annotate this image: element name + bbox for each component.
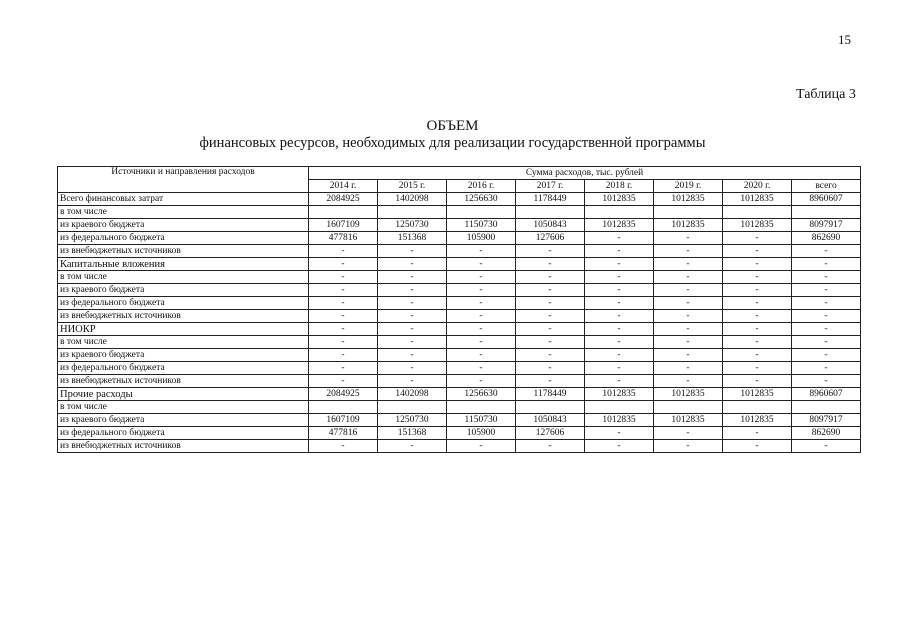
value-cell: -	[654, 271, 723, 284]
row-label: из федерального бюджета	[58, 232, 309, 245]
page-number: 15	[838, 32, 851, 47]
row-label: Капитальные вложения	[58, 258, 309, 271]
value-cell: -	[447, 271, 516, 284]
value-cell: -	[447, 440, 516, 453]
table-body	[58, 193, 861, 453]
value-cell: -	[309, 258, 378, 271]
table-row	[58, 245, 861, 258]
value-cell: -	[723, 232, 792, 245]
total-cell: -	[792, 310, 861, 323]
total-cell: -	[792, 271, 861, 284]
value-cell: -	[723, 375, 792, 388]
value-cell: -	[516, 440, 585, 453]
value-cell: 1012835	[654, 388, 723, 401]
value-cell: -	[378, 284, 447, 297]
row-label: из внебюджетных источников	[58, 310, 309, 323]
value-cell	[447, 401, 516, 414]
value-cell: -	[585, 323, 654, 336]
table-row	[58, 362, 861, 375]
value-cell	[654, 401, 723, 414]
year-header: 2015 г.	[378, 180, 447, 193]
total-cell	[792, 401, 861, 414]
value-cell: -	[723, 323, 792, 336]
year-header: 2019 г.	[654, 180, 723, 193]
value-cell: 127606	[516, 232, 585, 245]
value-cell: -	[309, 271, 378, 284]
value-cell: -	[378, 375, 447, 388]
value-cell: -	[378, 271, 447, 284]
value-cell: -	[654, 362, 723, 375]
value-cell: 1012835	[585, 388, 654, 401]
value-cell: -	[447, 297, 516, 310]
row-label: Прочие расходы	[58, 388, 309, 401]
value-cell: 1012835	[654, 193, 723, 206]
value-cell: -	[447, 323, 516, 336]
value-cell: -	[516, 349, 585, 362]
year-header: 2014 г.	[309, 180, 378, 193]
row-label: из краевого бюджета	[58, 219, 309, 232]
year-header: 2018 г.	[585, 180, 654, 193]
table-row	[58, 440, 861, 453]
value-cell: -	[723, 349, 792, 362]
value-cell: 1607109	[309, 414, 378, 427]
table-row	[58, 297, 861, 310]
value-cell: 1250730	[378, 219, 447, 232]
value-cell: -	[309, 323, 378, 336]
value-cell	[585, 401, 654, 414]
table-row	[58, 388, 861, 401]
value-cell: 2084925	[309, 388, 378, 401]
value-cell: 1012835	[723, 219, 792, 232]
value-cell: -	[447, 349, 516, 362]
value-cell: 1012835	[585, 414, 654, 427]
value-cell: -	[516, 284, 585, 297]
table-row	[58, 258, 861, 271]
value-cell: -	[447, 284, 516, 297]
value-cell: -	[378, 258, 447, 271]
table-row	[58, 401, 861, 414]
value-cell: -	[447, 336, 516, 349]
value-cell: -	[654, 297, 723, 310]
value-cell	[585, 206, 654, 219]
value-cell: -	[654, 284, 723, 297]
value-cell: 1256630	[447, 193, 516, 206]
value-cell: -	[447, 245, 516, 258]
total-cell: -	[792, 375, 861, 388]
value-cell	[723, 401, 792, 414]
value-cell: 1178449	[516, 193, 585, 206]
value-cell: -	[516, 258, 585, 271]
value-cell: -	[654, 440, 723, 453]
sum-column-header: Сумма расходов, тыс. рублей	[309, 167, 861, 180]
value-cell: -	[654, 427, 723, 440]
value-cell: 1012835	[585, 219, 654, 232]
value-cell: 1607109	[309, 219, 378, 232]
total-cell: -	[792, 349, 861, 362]
value-cell: 151368	[378, 232, 447, 245]
total-cell: -	[792, 258, 861, 271]
year-header: 2020 г.	[723, 180, 792, 193]
value-cell: -	[723, 271, 792, 284]
table-row	[58, 375, 861, 388]
value-cell: -	[723, 440, 792, 453]
value-cell	[516, 206, 585, 219]
value-cell: -	[516, 271, 585, 284]
value-cell: 1012835	[585, 193, 654, 206]
value-cell: 1178449	[516, 388, 585, 401]
value-cell: 127606	[516, 427, 585, 440]
value-cell: -	[654, 336, 723, 349]
total-cell: 8097917	[792, 219, 861, 232]
value-cell: 1050843	[516, 219, 585, 232]
value-cell	[309, 206, 378, 219]
total-cell: -	[792, 297, 861, 310]
value-cell	[378, 401, 447, 414]
value-cell: -	[585, 349, 654, 362]
total-cell	[792, 206, 861, 219]
table-header-row	[58, 167, 861, 180]
total-cell: 862690	[792, 232, 861, 245]
total-cell: -	[792, 336, 861, 349]
value-cell: -	[516, 323, 585, 336]
document-title: ОБЪЕМ	[426, 118, 479, 134]
value-cell: 1012835	[654, 414, 723, 427]
value-cell: 1012835	[723, 414, 792, 427]
row-label: из внебюджетных источников	[58, 245, 309, 258]
table-row	[58, 427, 861, 440]
table-label: Таблица 3	[796, 87, 856, 102]
value-cell: 477816	[309, 427, 378, 440]
value-cell: -	[516, 362, 585, 375]
row-label: из федерального бюджета	[58, 297, 309, 310]
row-label: из краевого бюджета	[58, 414, 309, 427]
row-label: НИОКР	[58, 323, 309, 336]
value-cell: -	[309, 310, 378, 323]
value-cell: 1402098	[378, 193, 447, 206]
value-cell: -	[378, 336, 447, 349]
value-cell: -	[309, 284, 378, 297]
value-cell: -	[378, 362, 447, 375]
financing-table	[57, 166, 861, 453]
table-row	[58, 206, 861, 219]
value-cell: -	[654, 323, 723, 336]
value-cell: 2084925	[309, 193, 378, 206]
value-cell: -	[378, 349, 447, 362]
value-cell	[309, 401, 378, 414]
row-label: в том числе	[58, 336, 309, 349]
table-row	[58, 219, 861, 232]
value-cell: -	[585, 336, 654, 349]
value-cell: 1150730	[447, 414, 516, 427]
value-cell: -	[378, 310, 447, 323]
source-column-header: Источники и направления расходов	[58, 167, 309, 193]
value-cell: -	[516, 336, 585, 349]
table-row	[58, 323, 861, 336]
row-label: Всего финансовых затрат	[58, 193, 309, 206]
document-title-block	[0, 118, 905, 152]
table-row	[58, 232, 861, 245]
value-cell: -	[378, 297, 447, 310]
value-cell	[516, 401, 585, 414]
value-cell: -	[447, 258, 516, 271]
row-label: из краевого бюджета	[58, 284, 309, 297]
value-cell: 151368	[378, 427, 447, 440]
total-cell: -	[792, 362, 861, 375]
total-cell: -	[792, 323, 861, 336]
value-cell: -	[447, 375, 516, 388]
value-cell: -	[585, 362, 654, 375]
value-cell: -	[309, 245, 378, 258]
value-cell: 1150730	[447, 219, 516, 232]
value-cell: 1250730	[378, 414, 447, 427]
total-header: всего	[792, 180, 861, 193]
value-cell	[654, 206, 723, 219]
value-cell: -	[654, 310, 723, 323]
value-cell: -	[585, 427, 654, 440]
total-cell: -	[792, 440, 861, 453]
value-cell: -	[447, 362, 516, 375]
document-subtitle: финансовых ресурсов, необходимых для реализации государственной программы	[199, 135, 706, 151]
value-cell: -	[654, 349, 723, 362]
table-row	[58, 349, 861, 362]
value-cell: -	[309, 297, 378, 310]
value-cell: -	[654, 245, 723, 258]
value-cell: 477816	[309, 232, 378, 245]
value-cell: -	[723, 258, 792, 271]
row-label: в том числе	[58, 271, 309, 284]
value-cell: -	[516, 375, 585, 388]
row-label: из краевого бюджета	[58, 349, 309, 362]
value-cell: -	[309, 349, 378, 362]
value-cell: -	[585, 245, 654, 258]
value-cell: -	[309, 375, 378, 388]
year-header: 2016 г.	[447, 180, 516, 193]
value-cell: -	[585, 271, 654, 284]
value-cell: 105900	[447, 232, 516, 245]
value-cell: 1402098	[378, 388, 447, 401]
table-row	[58, 336, 861, 349]
value-cell: -	[309, 362, 378, 375]
value-cell: -	[516, 310, 585, 323]
value-cell: 1012835	[654, 219, 723, 232]
value-cell: -	[723, 427, 792, 440]
value-cell: -	[309, 440, 378, 453]
value-cell: -	[516, 245, 585, 258]
value-cell	[378, 206, 447, 219]
value-cell: -	[378, 245, 447, 258]
value-cell: -	[723, 245, 792, 258]
value-cell: -	[585, 284, 654, 297]
total-cell: -	[792, 245, 861, 258]
year-header: 2017 г.	[516, 180, 585, 193]
value-cell: -	[585, 258, 654, 271]
value-cell: -	[654, 375, 723, 388]
value-cell: -	[516, 297, 585, 310]
value-cell: 1256630	[447, 388, 516, 401]
total-cell: 8960607	[792, 388, 861, 401]
value-cell: 1012835	[723, 193, 792, 206]
table-row	[58, 271, 861, 284]
value-cell: -	[585, 232, 654, 245]
table-row	[58, 284, 861, 297]
row-label: из внебюджетных источников	[58, 375, 309, 388]
value-cell: -	[723, 297, 792, 310]
row-label: в том числе	[58, 206, 309, 219]
row-label: из федерального бюджета	[58, 362, 309, 375]
value-cell: -	[309, 336, 378, 349]
value-cell: -	[654, 258, 723, 271]
row-label: в том числе	[58, 401, 309, 414]
value-cell: -	[378, 323, 447, 336]
row-label: из федерального бюджета	[58, 427, 309, 440]
value-cell: -	[654, 232, 723, 245]
row-label: из внебюджетных источников	[58, 440, 309, 453]
value-cell: -	[723, 336, 792, 349]
total-cell: 8960607	[792, 193, 861, 206]
value-cell	[723, 206, 792, 219]
value-cell: 1050843	[516, 414, 585, 427]
total-cell: 862690	[792, 427, 861, 440]
value-cell: 105900	[447, 427, 516, 440]
value-cell: -	[723, 284, 792, 297]
table-row	[58, 193, 861, 206]
value-cell: -	[585, 375, 654, 388]
value-cell: -	[447, 310, 516, 323]
table-row	[58, 310, 861, 323]
value-cell: -	[378, 440, 447, 453]
value-cell: -	[585, 297, 654, 310]
value-cell: -	[585, 310, 654, 323]
total-cell: -	[792, 284, 861, 297]
value-cell: -	[723, 362, 792, 375]
value-cell	[447, 206, 516, 219]
value-cell: 1012835	[723, 388, 792, 401]
value-cell: -	[585, 440, 654, 453]
value-cell: -	[723, 310, 792, 323]
table-row	[58, 414, 861, 427]
total-cell: 8097917	[792, 414, 861, 427]
